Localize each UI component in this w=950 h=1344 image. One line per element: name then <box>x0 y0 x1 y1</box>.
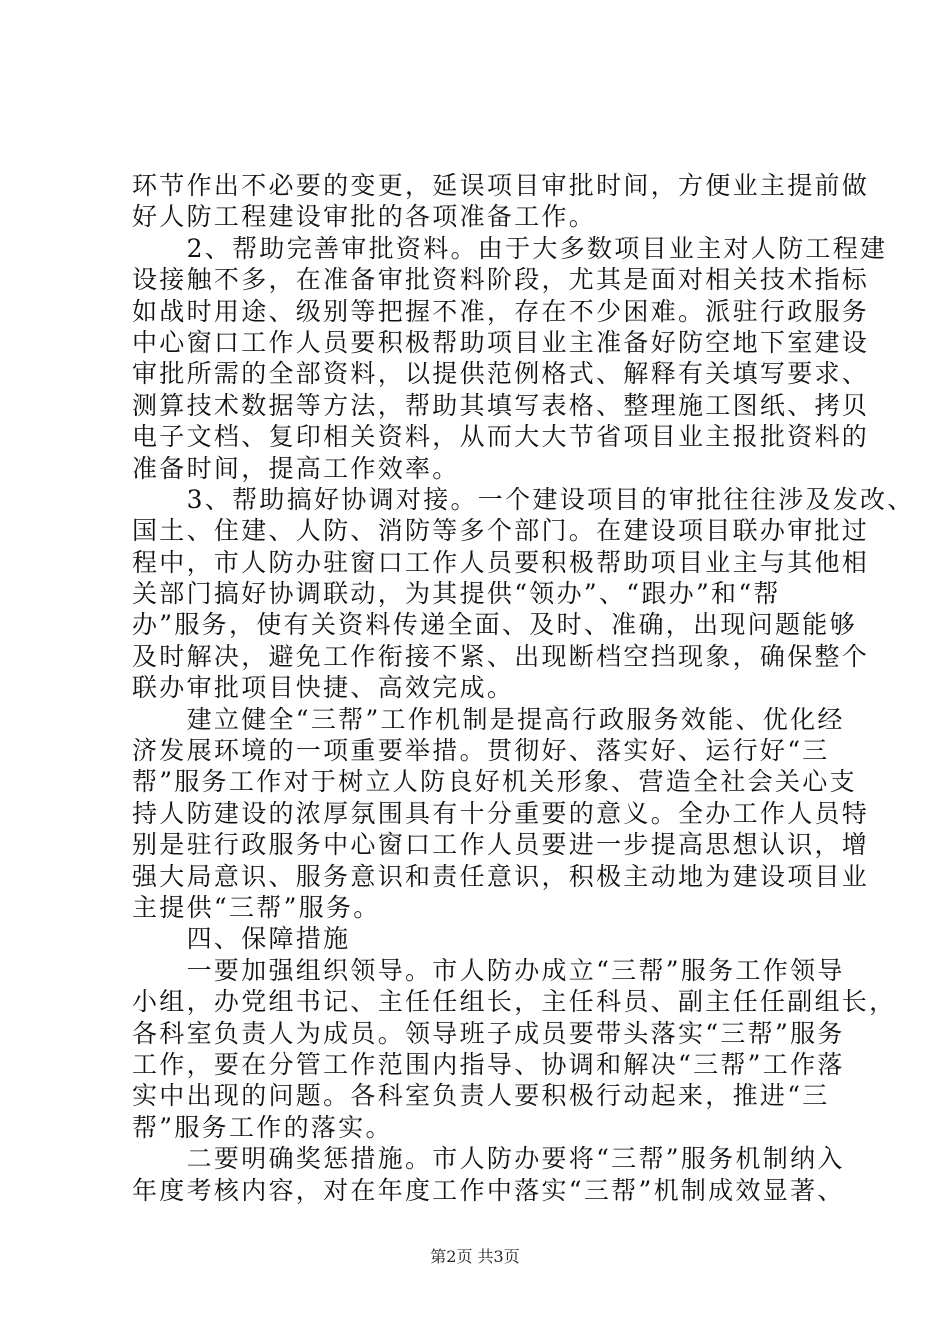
text-line: 电子文档、复印相关资料，从而大大节省项目业主报批资料的 <box>132 422 870 452</box>
document-body <box>132 170 915 1206</box>
text-line: 关部门搞好协调联动，为其提供“领办”、“跟办”和“帮 <box>132 579 781 609</box>
text-line: 审批所需的全部资料，以提供范例格式、解释有关填写要求、 <box>132 359 870 389</box>
text-line: 测算技术数据等方法，帮助其填写表格、整理施工图纸、拷贝 <box>132 390 870 420</box>
text-line: 一要加强组织领导。市人防办成立“三帮”服务工作领导 <box>132 955 845 985</box>
text-line: 二要明确奖惩措施。市人防办要将“三帮”服务机制纳入 <box>132 1144 845 1174</box>
text-line: 各科室负责人为成员。领导班子成员要带头落实“三帮”服务 <box>132 1018 845 1048</box>
text-line: 年度考核内容，对在年度工作中落实“三帮”机制成效显著、 <box>132 1175 845 1205</box>
text-line: 程中，市人防办驻窗口工作人员要积极帮助项目业主与其他相 <box>132 547 870 577</box>
text-line: 别是驻行政服务中心窗口工作人员要进一步提高思想认识，增 <box>132 830 870 860</box>
text-line: 准备时间，提高工作效率。 <box>132 453 460 483</box>
text-line: 办”服务，使有关资料传递全面、及时、准确，出现问题能够 <box>132 610 857 640</box>
text-line: 联办审批项目快捷、高效完成。 <box>132 673 515 703</box>
text-line: 四、保障措施 <box>132 924 351 954</box>
text-line: 帮”服务工作对于树立人防良好机关形象、营造全社会关心支 <box>132 767 857 797</box>
text-line: 建立健全“三帮”工作机制是提高行政服务效能、优化经 <box>132 704 845 734</box>
text-line: 设接触不多，在准备审批资料阶段，尤其是面对相关技术指标 <box>132 265 870 295</box>
text-line: 国土、住建、人防、消防等多个部门。在建设项目联办审批过 <box>132 516 870 546</box>
text-line: 好人防工程建设审批的各项准备工作。 <box>132 202 597 232</box>
text-line: 济发展环境的一项重要举措。贯彻好、落实好、运行好“三 <box>132 736 830 766</box>
text-line: 及时解决，避免工作衔接不紧、出现断档空挡现象，确保整个 <box>132 641 870 671</box>
text-line: 3、帮助搞好协调对接。一个建设项目的审批往往涉及发改、 <box>132 484 915 514</box>
text-line: 2、帮助完善审批资料。由于大多数项目业主对人防工程建 <box>132 233 888 263</box>
text-line: 帮”服务工作的落实。 <box>132 1112 393 1142</box>
text-line: 主提供“三帮”服务。 <box>132 892 381 922</box>
text-line: 小组，办党组书记、主任任组长，主任科员、副主任任副组长， <box>132 987 897 1017</box>
text-line: 如战时用途、级别等把握不准，存在不少困难。派驻行政服务 <box>132 296 870 326</box>
text-line: 实中出现的问题。各科室负责人要积极行动起来，推进“三 <box>132 1081 830 1111</box>
text-line: 持人防建设的浓厚氛围具有十分重要的意义。全办工作人员特 <box>132 798 870 828</box>
text-line: 强大局意识、服务意识和责任意识，积极主动地为建设项目业 <box>132 861 870 891</box>
text-line: 环节作出不必要的变更，延误项目审批时间，方便业主提前做 <box>132 171 870 200</box>
text-line: 工作，要在分管工作范围内指导、协调和解决“三帮”工作落 <box>132 1049 845 1079</box>
text-line: 中心窗口工作人员要积极帮助项目业主准备好防空地下室建设 <box>132 327 870 357</box>
page-footer: 第2页 共3页 <box>430 1247 520 1266</box>
